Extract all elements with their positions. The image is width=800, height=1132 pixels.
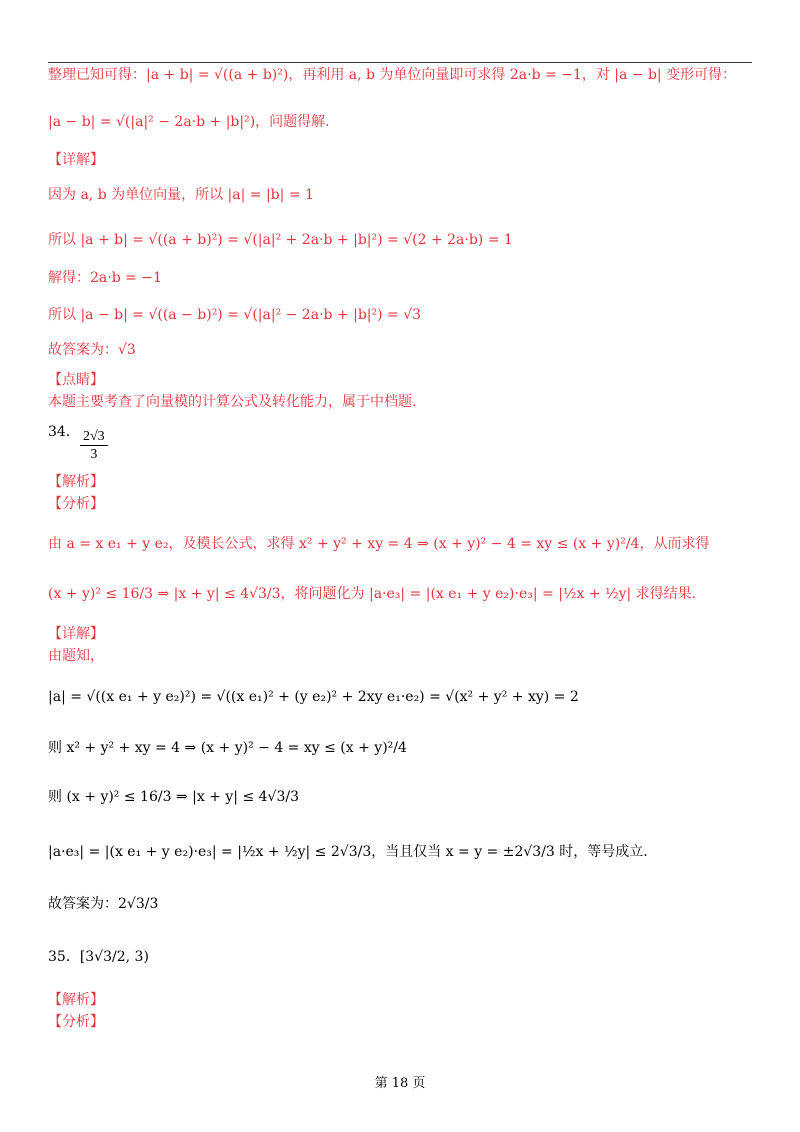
line-q34-d6: 故答案为：2√3/3 — [48, 896, 159, 912]
line-q35-h1: 【解析】 — [48, 992, 104, 1008]
line-q34-title: 34． — [48, 424, 80, 440]
line-q34-d4: 则 (x + y)² ≤ 16/3 ⇒ |x + y| ≤ 4√3/3 — [48, 789, 299, 805]
line-h-comment: 【点睛】 — [48, 372, 104, 388]
line-q34-d5: |a·e₃| = |(x e₁ + y e₂)·e₃| = |½x + ½y| ≤ 2√3/3，当且仅当 x = y = ±2√3/3 时，等号成立. — [48, 844, 648, 860]
line-q34-h3: 【详解】 — [48, 626, 104, 642]
line-q34-d2: |a| = √((x e₁ + y e₂)²) = √((x e₁)² + (y e₂)² + 2xy e₁·e₂) = √(x² + y² + xy) = 2 — [48, 689, 579, 705]
line-q35-h2: 【分析】 — [48, 1014, 104, 1030]
q34-answer-denominator: 3 — [90, 447, 98, 462]
line-q34-h1: 【解析】 — [48, 474, 104, 490]
q34-answer-fraction — [80, 428, 108, 463]
line-q34-h2: 【分析】 — [48, 496, 104, 512]
line-q35-title: 35．[3√3/2, 3) — [48, 949, 149, 965]
line-d2: 所以 |a + b| = √((a + b)²) = √(|a|² + 2a·b + |b|²) = √(2 + 2a·b) = 1 — [48, 232, 513, 248]
line-q34-d1: 由题知， — [48, 648, 104, 664]
line-d5: 故答案为：√3 — [48, 342, 136, 358]
line-q34-a2: (x + y)² ≤ 16/3 ⇒ |x + y| ≤ 4√3/3，将问题化为 |a·e₃| = |(x e₁ + y e₂)·e₃| = |½x + ½y| 求得结果. — [48, 586, 697, 602]
line-intro-1: 整理已知可得：|a + b| = √((a + b)²)，再利用 a, b 为单位向量即可求得 2a·b = −1，对 |a − b| 变形可得： — [48, 67, 737, 83]
page-footer: 第 18 页 — [374, 1076, 426, 1091]
q34-answer-numerator: 2√3 — [80, 428, 108, 446]
top-rule — [48, 62, 752, 63]
line-d1: 因为 a, b 为单位向量，所以 |a| = |b| = 1 — [48, 187, 314, 203]
line-d3: 解得：2a·b = −1 — [48, 270, 162, 286]
line-q34-a1: 由 a = x e₁ + y e₂，及模长公式，求得 x² + y² + xy = 4 ⇒ (x + y)² − 4 = xy ≤ (x + y)²/4，从而求得 — [48, 536, 710, 552]
line-d4: 所以 |a − b| = √((a − b)²) = √(|a|² − 2a·b + |b|²) = √3 — [48, 307, 422, 323]
line-h-detail-1: 【详解】 — [48, 152, 104, 168]
line-q34-d3: 则 x² + y² + xy = 4 ⇒ (x + y)² − 4 = xy ≤ (x + y)²/4 — [48, 740, 407, 756]
line-comment: 本题主要考查了向量模的计算公式及转化能力，属于中档题. — [48, 394, 417, 410]
line-intro-2: |a − b| = √(|a|² − 2a·b + |b|²)，问题得解. — [48, 114, 330, 130]
